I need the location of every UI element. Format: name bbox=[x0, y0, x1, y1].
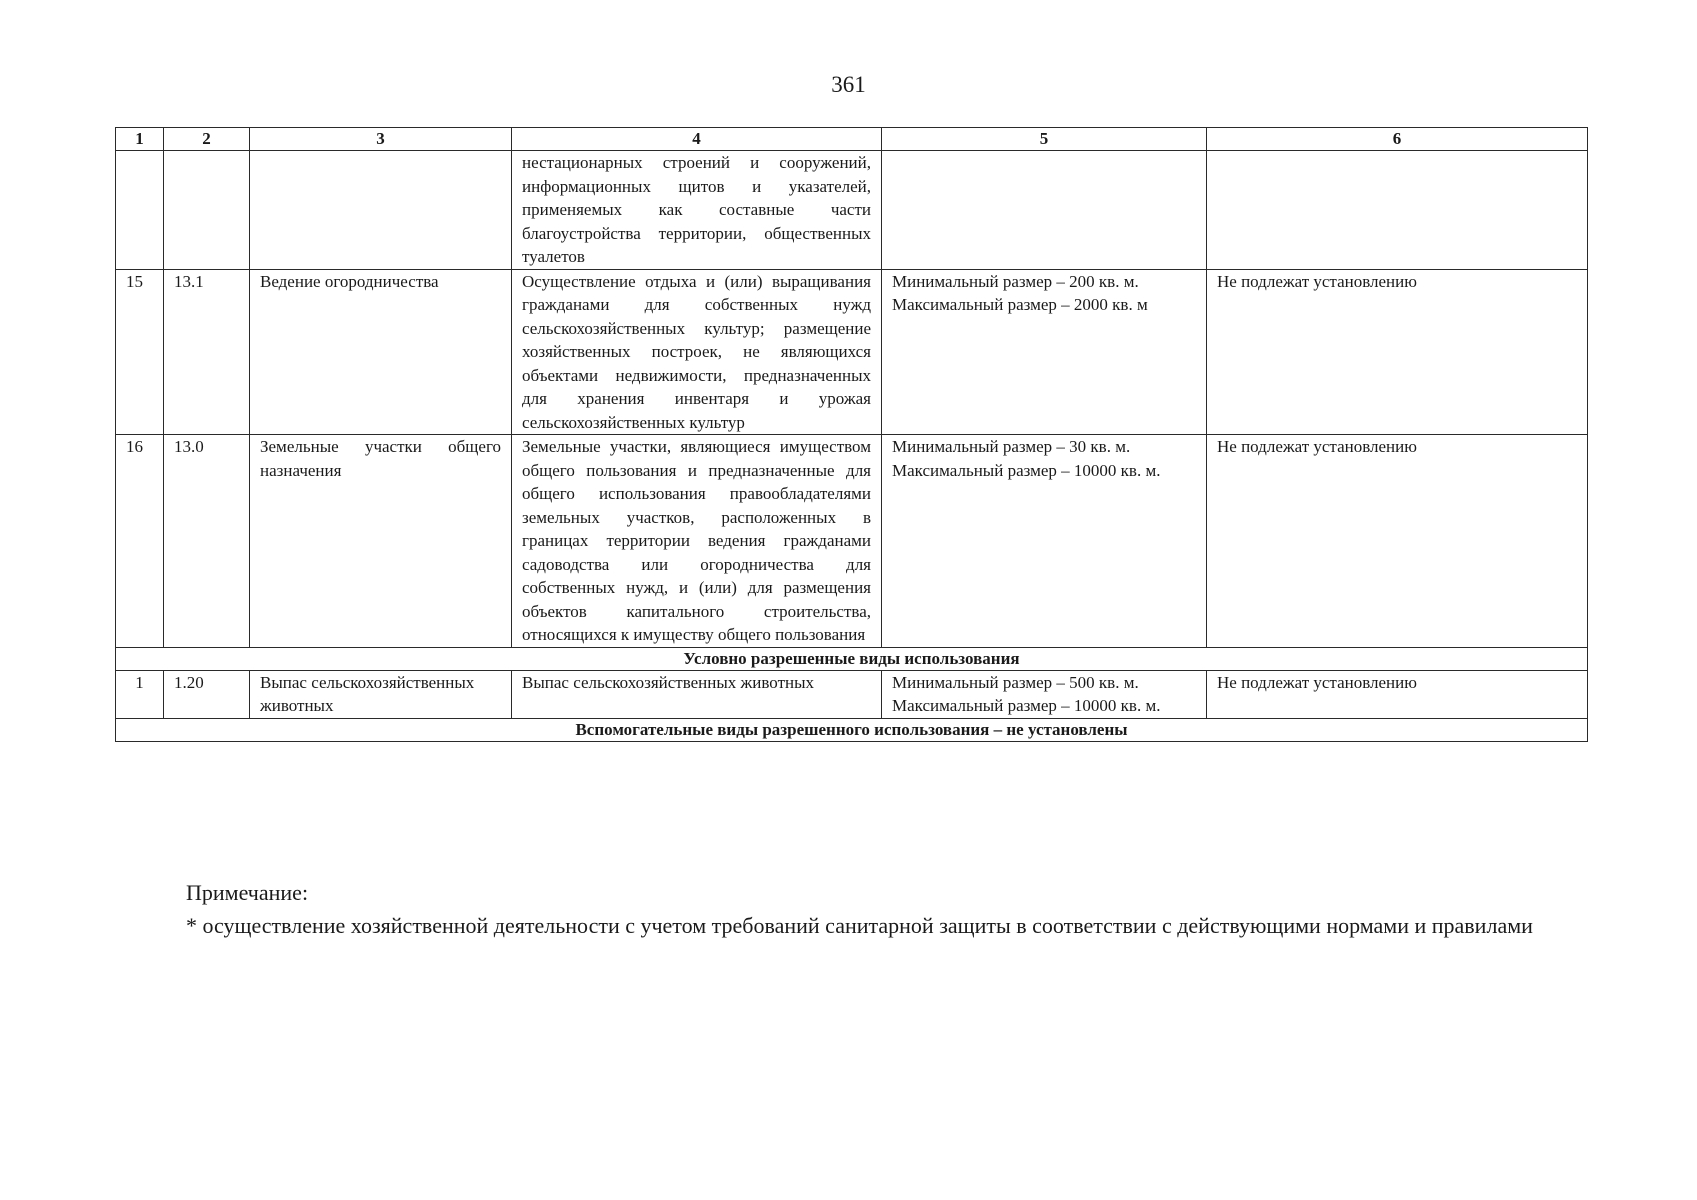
size-cell bbox=[882, 670, 1207, 718]
size-cell bbox=[882, 435, 1207, 648]
table-row bbox=[116, 670, 1588, 718]
column-header-1: 1 bbox=[116, 128, 164, 151]
page-number: 361 bbox=[831, 72, 866, 97]
column-header-6: 6 bbox=[1207, 128, 1588, 151]
section-auxiliary-title: Вспомогательные виды разрешенного использования – не установлены bbox=[116, 718, 1588, 741]
use-name-cell: Выпас сельскохозяйственных животных bbox=[250, 670, 512, 718]
min-size-text: Минимальный размер – 30 кв. м. bbox=[892, 437, 1131, 456]
section-header-row bbox=[116, 647, 1588, 670]
code-cell: 13.0 bbox=[164, 435, 250, 648]
note-text: * осуществление хозяйственной деятельности с учетом требований санитарной защиты в соответствии с действующими нормами и правилами bbox=[186, 913, 1533, 938]
column-header-3: 3 bbox=[250, 128, 512, 151]
max-size-text: Максимальный размер – 2000 кв. м bbox=[892, 295, 1148, 314]
code-cell bbox=[164, 151, 250, 270]
code-cell: 1.20 bbox=[164, 670, 250, 718]
table-row-continued bbox=[116, 151, 1588, 270]
description-cell: Выпас сельскохозяйственных животных bbox=[512, 670, 882, 718]
row-number-cell bbox=[116, 151, 164, 270]
use-name-cell: Ведение огородничества bbox=[250, 269, 512, 435]
max-size-text: Максимальный размер – 10000 кв. м. bbox=[892, 460, 1161, 480]
min-size-text: Минимальный размер – 500 кв. м. bbox=[892, 672, 1139, 692]
note-title: Примечание: bbox=[186, 880, 309, 905]
row-number-cell: 16 bbox=[116, 435, 164, 648]
table-row bbox=[116, 269, 1588, 435]
use-name-cell: Земельные участки общего назначения bbox=[250, 435, 512, 648]
restrictions-cell: Не подлежат установлению bbox=[1207, 670, 1588, 718]
column-header-4: 4 bbox=[512, 128, 882, 151]
size-cell bbox=[882, 269, 1207, 435]
table-row bbox=[116, 435, 1588, 648]
section-conditional-title: Условно разрешенные виды использования bbox=[116, 647, 1588, 670]
code-cell: 13.1 bbox=[164, 269, 250, 435]
use-name-cell bbox=[250, 151, 512, 270]
column-header-2: 2 bbox=[164, 128, 250, 151]
land-use-table bbox=[115, 127, 1588, 742]
max-size-text: Максимальный размер – 10000 кв. м. bbox=[892, 696, 1161, 715]
restrictions-cell: Не подлежат установлению bbox=[1207, 435, 1588, 648]
row-number-cell: 15 bbox=[116, 269, 164, 435]
min-size-text: Минимальный размер – 200 кв. м. bbox=[892, 271, 1139, 291]
restrictions-cell: Не подлежат установлению bbox=[1207, 269, 1588, 435]
description-cell: Земельные участки, являющиеся имуществом общего пользования и предназначенные для общего использования правообладателями земельных участков, расположенных в границах территории ведения гражданами садоводства или огородничества для собственных нужд, и (или) для размещения объектов капитального строительства, относящихся к имуществу общего пользования bbox=[512, 435, 882, 648]
description-cell: нестационарных строений и сооружений, информационных щитов и указателей, применяемых как составные части благоустройства территории, общественных туалетов bbox=[512, 151, 882, 270]
table-header-row bbox=[116, 128, 1588, 151]
description-cell: Осуществление отдыха и (или) выращивания гражданами для собственных нужд сельскохозяйственных культур; размещение хозяйственных построек, не являющихся объектами недвижимости, предназначенных для хранения инвентаря и урожая сельскохозяйственных культур bbox=[512, 269, 882, 435]
row-number-cell: 1 bbox=[116, 670, 164, 718]
size-cell bbox=[882, 151, 1207, 270]
column-header-5: 5 bbox=[882, 128, 1207, 151]
restrictions-cell bbox=[1207, 151, 1588, 270]
section-header-row bbox=[116, 718, 1588, 741]
